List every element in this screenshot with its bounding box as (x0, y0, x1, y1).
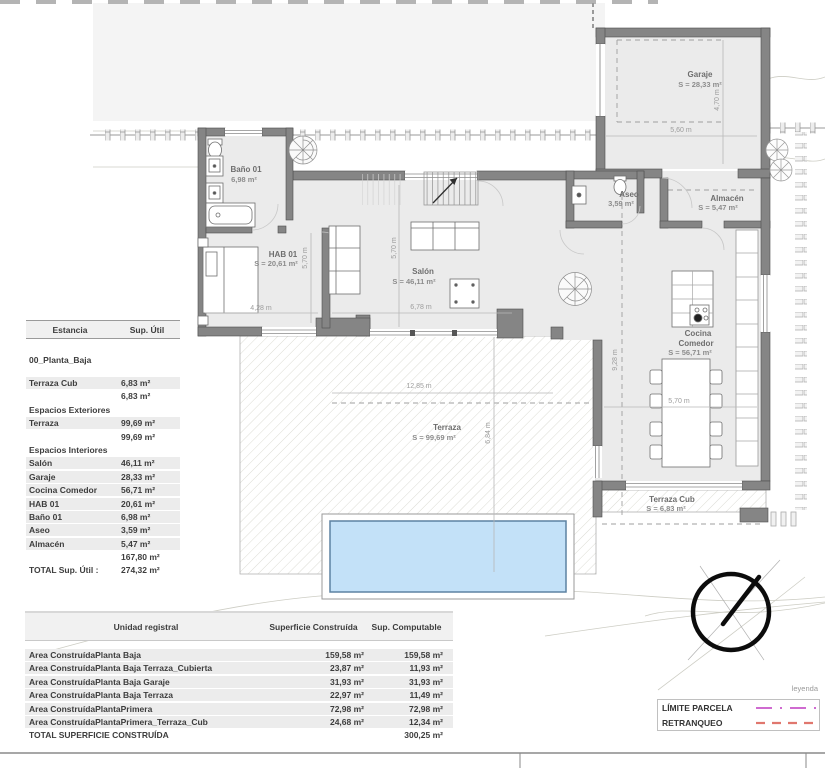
bed (198, 238, 258, 325)
dim-garage-width: 5,60 m (670, 127, 692, 134)
legend-item-limite-parcela: LÍMITE PARCELA (658, 700, 819, 715)
column-header: Sup. Útil (129, 324, 165, 335)
room-label-terraza-cub: Terraza Cub (649, 495, 695, 504)
site-background (0, 2, 658, 121)
pool (322, 514, 574, 599)
table-section-title: Espacios Exteriores (29, 404, 111, 415)
room-area-terraza: S = 99,69 m² (412, 433, 456, 442)
table-row: Terraza 99,69 m² (26, 417, 180, 429)
table-row: Terraza Cub 6,83 m² (26, 377, 180, 389)
table-row: Cocina Comedor 56,71 m² (26, 484, 180, 496)
table-row: Area ConstruídaPlantaPrimera 72,98 m² 72,98 m² (25, 703, 453, 715)
column-header: Sup. Computable (371, 621, 442, 632)
table-row: 99,69 m² (121, 431, 156, 442)
room-area-bano: 6,98 m² (231, 175, 257, 184)
room-label-bano: Baño 01 (230, 165, 262, 174)
room-label-hab: HAB 01 (268, 250, 298, 259)
coffee-table (450, 279, 479, 308)
room-area-hab: S = 20,61 m² (254, 259, 298, 268)
dim-salon-width: 6,78 m (410, 304, 432, 311)
room-label-salon: Salón (412, 267, 434, 276)
kitchen-cabinets (736, 230, 758, 466)
table-row: 6,83 m² (121, 391, 151, 402)
room-area-terraza-cub: S = 6,83 m² (646, 504, 686, 513)
table-section-title: 00_Planta_Baja (29, 355, 92, 365)
area-table (26, 320, 180, 578)
table-row: Area ConstruídaPlantaPrimera_Terraza_Cub 24,68 m² 12,34 m² (25, 716, 453, 728)
column-header: Estancia (52, 324, 88, 335)
dim-terraza-width: 12,85 m (406, 383, 432, 390)
room-area-garaje: S = 28,33 m² (678, 80, 722, 89)
room-label-garaje: Garaje (687, 70, 713, 79)
table-total-row: TOTAL SUPERFICIE CONSTRUÍDA 300,25 m² (29, 730, 443, 741)
table-row: Aseo 3,59 m² (26, 524, 180, 536)
north-arrow (688, 560, 780, 660)
table-row: Area ConstruídaPlanta Baja Terraza_Cubierta 23,87 m² 11,93 m² (25, 662, 453, 674)
table-total-row: TOTAL Sup. Útil : 274,32 m² (29, 565, 160, 576)
room-label-almacen: Almacén (710, 194, 744, 203)
room-label-cocina-1: Cocina (684, 329, 712, 338)
room-area-almacen: S = 5,47 m² (698, 203, 738, 212)
legend-item-retranqueo: RETRANQUEO (658, 715, 819, 730)
legend-title: leyenda (791, 684, 818, 693)
column-header: Unidad registral (113, 621, 179, 632)
table-row: Garaje 28,33 m² (26, 471, 180, 483)
room-area-aseo: 3,59 m² (608, 199, 634, 208)
table-row: 167,80 m² (121, 552, 160, 563)
kitchen-island (672, 271, 713, 327)
table-row: Salón 46,11 m² (26, 457, 180, 469)
table-row: Baño 01 6,98 m² (26, 511, 180, 523)
table-section-title: Espacios Interiores (29, 444, 108, 455)
table-row: HAB 01 20,61 m² (26, 498, 180, 510)
room-label-cocina-2: Comedor (678, 339, 714, 348)
dim-salon-height: 5,70 m (391, 237, 398, 259)
column-header: Superficie Construída (269, 621, 358, 632)
room-area-salon: S = 46,11 m² (392, 277, 436, 286)
registry-table (25, 611, 453, 743)
room-area-cocina: S = 56,71 m² (668, 348, 712, 357)
title-block-border (0, 753, 825, 768)
area-table-header (26, 320, 180, 339)
dim-hab-height: 5,70 m (302, 247, 309, 269)
dim-comedor-width: 5,70 m (668, 398, 690, 405)
dim-cocina-height: 9,28 m (612, 349, 619, 371)
table-row: Almacén 5,47 m² (26, 538, 180, 550)
dim-terraza-height: 6,84 m (485, 422, 492, 444)
table-row: Area ConstruídaPlanta Baja 159,58 m² 159,58 m² (25, 649, 453, 661)
registry-table-header (25, 611, 453, 641)
legend-box (657, 699, 820, 731)
limite-parcela-line (754, 704, 818, 712)
table-row: Area ConstruídaPlanta Baja Terraza 22,97 m² 11,49 m² (25, 689, 453, 701)
room-label-terraza: Terraza (433, 423, 461, 432)
room-label-aseo: Aseo (619, 190, 639, 199)
dim-hab-width: 4,28 m (250, 305, 272, 312)
table-row: Area ConstruídaPlanta Baja Garaje 31,93 m² 31,93 m² (25, 676, 453, 688)
dim-garage-height: 4,70 m (714, 89, 721, 111)
retranqueo-line (754, 719, 818, 727)
